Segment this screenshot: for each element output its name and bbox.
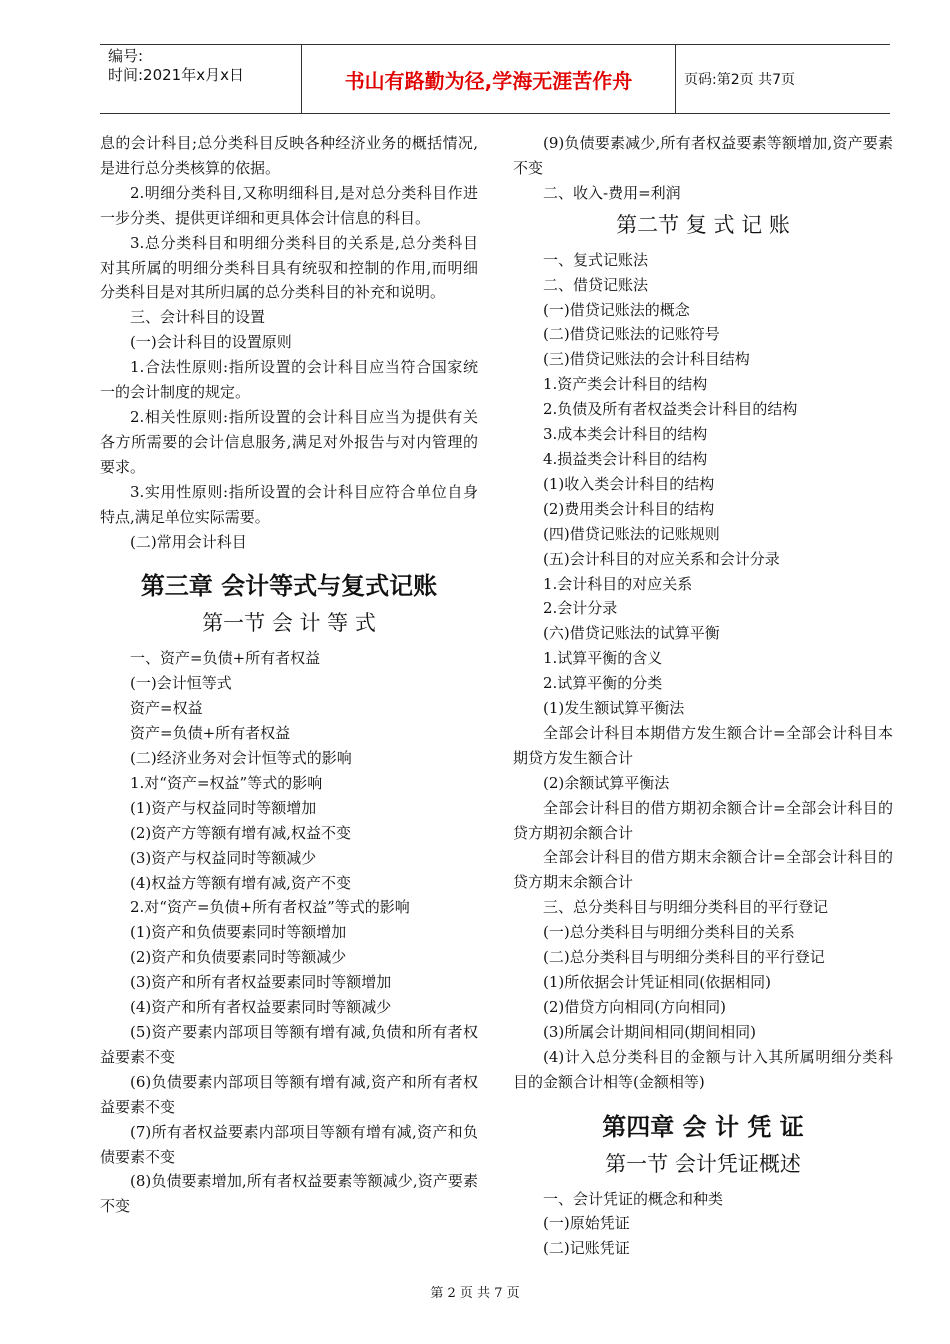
subheading: (一)会计恒等式 [130,674,232,693]
subheading: (二)记账凭证 [543,1239,630,1258]
list-item: (2)借贷方向相同(方向相同) [543,997,726,1016]
right-column [513,131,893,1261]
header-meta [100,45,302,113]
page-header [100,44,890,114]
list-item: (4)资产和所有者权益要素同时等额减少 [130,998,392,1017]
page-footer: 第 2 页 共 7 页 [430,1286,520,1301]
list-item: 2.会计分录 [543,599,618,618]
list-item: (2)资产和负债要素同时等额减少 [130,948,347,967]
list-item: 1.试算平衡的含义 [543,649,663,668]
formula: 全部会计科目的借方期初余额合计=全部会计科目的贷方期初余额合计 [513,798,893,842]
list-item: (2)费用类会计科目的结构 [543,499,715,518]
heading: 三、会计科目的设置 [130,308,266,327]
list-item: (1)所依据会计凭证相同(依据相同) [543,973,771,991]
header-page-number: 页码:第2页 共7页 [684,72,795,88]
paragraph: 2.明细分类科目,又称明细科目,是对总分类科目作进一步分类、提供更详细和更具体会计信息的科目。 [100,183,478,227]
heading: 二、收入-费用=利润 [543,183,681,202]
list-item: 4.损益类会计科目的结构 [543,449,708,468]
heading: 三、总分类科目与明细分类科目的平行登记 [543,898,829,917]
subheading: (一)总分类科目与明细分类科目的关系 [543,923,795,942]
subheading: (三)借贷记账法的会计科目结构 [543,350,750,369]
paragraph: 1.合法性原则:指所设置的会计科目应当符合国家统一的会计制度的规定。 [100,358,478,402]
paragraph: 息的会计科目;总分类科目反映各种经济业务的概括情况,是进行总分类核算的依据。 [100,134,478,177]
list-item: (1)发生额试算平衡法 [543,699,685,718]
heading: 二、借贷记账法 [543,275,649,294]
list-item: (2)余额试算平衡法 [543,773,670,792]
paragraph: 3.总分类科目和明细分类科目的关系是,总分类科目对其所属的明细分类科目具有统驭和控制的作用,而明细分类科目是对其所归属的总分类科目的补充和说明。 [100,233,478,302]
paragraph: 3.实用性原则:指所设置的会计科目应符合单位自身特点,满足单位实际需要。 [100,482,478,526]
formula: 资产=负债+所有者权益 [130,724,291,743]
subheading: (一)会计科目的设置原则 [130,333,292,352]
document-time: 时间:2021年x月x日 [108,66,244,84]
list-item: (1)收入类会计科目的结构 [543,474,715,493]
header-motto: 书山有路勤为径,学海无涯苦作舟 [302,45,676,113]
subheading: (一)借贷记账法的概念 [543,300,690,319]
list-item: (3)资产与权益同时等额减少 [130,848,317,867]
document-number: 编号: [108,47,144,65]
subheading: (一)原始凭证 [543,1214,630,1233]
list-item: 1.会计科目的对应关系 [543,574,693,593]
list-item: (7)所有者权益要素内部项目等额有增有减,资产和负债要素不变 [100,1122,478,1166]
list-item: (1)资产与权益同时等额增加 [130,798,317,817]
subheading: (六)借贷记账法的试算平衡 [543,624,720,643]
chapter-title: 第三章 会计等式与复式记账 [140,572,438,601]
heading: 一、复式记账法 [543,250,649,269]
subheading: (二)常用会计科目 [130,532,247,551]
subheading: (五)会计科目的对应关系和会计分录 [543,549,780,568]
section-title: 第一节 会 计 等 式 [202,611,376,636]
paragraph: 2.相关性原则:指所设置的会计科目应当为提供有关各方所需要的会计信息服务,满足对外报告与对内管理的要求。 [100,407,478,476]
list-item: (2)资产方等额有增有减,权益不变 [130,823,352,842]
section-title: 第一节 会计凭证概述 [605,1151,801,1176]
list-item: 2.对“资产=负债+所有者权益”等式的影响 [130,898,410,917]
list-item: 2.试算平衡的分类 [543,674,663,693]
list-item: 3.成本类会计科目的结构 [543,425,708,444]
heading: 一、会计凭证的概念和种类 [543,1189,724,1208]
list-item: (5)资产要素内部项目等额有增有减,负债和所有者权益要素不变 [100,1023,478,1066]
subheading: (二)借贷记账法的记账符号 [543,325,720,344]
list-item: 1.对“资产=权益”等式的影响 [130,773,323,792]
list-item: 1.资产类会计科目的结构 [543,375,708,394]
left-column [100,131,478,1219]
section-title: 第二节 复 式 记 账 [616,212,790,237]
formula: 资产=权益 [130,699,203,718]
subheading: (二)总分类科目与明细分类科目的平行登记 [543,948,825,967]
list-item: (1)资产和负债要素同时等额增加 [130,923,347,942]
list-item: (3)资产和所有者权益要素同时等额增加 [130,973,392,992]
list-item: (4)权益方等额有增有减,资产不变 [130,873,352,892]
list-item: (9)负债要素减少,所有者权益要素等额增加,资产要素不变 [513,134,893,177]
heading: 一、资产=负债+所有者权益 [130,649,321,668]
list-item: (6)负债要素内部项目等额有增有减,资产和所有者权益要素不变 [100,1072,478,1116]
subheading: (二)经济业务对会计恒等式的影响 [130,749,352,768]
subheading: (四)借贷记账法的记账规则 [543,524,720,543]
chapter-title: 第四章 会 计 凭 证 [602,1112,804,1141]
list-item: (8)负债要素增加,所有者权益要素等额减少,资产要素不变 [100,1172,478,1216]
list-item: (4)计入总分类科目的金额与计入其所属明细分类科目的金额合计相等(金额相等) [513,1047,893,1091]
formula: 全部会计科目的借方期末余额合计=全部会计科目的贷方期末余额合计 [513,848,893,892]
list-item: (3)所属会计期间相同(期间相同) [543,1022,756,1041]
list-item: 2.负债及所有者权益类会计科目的结构 [543,400,798,419]
formula: 全部会计科目本期借方发生额合计=全部会计科目本期贷方发生额合计 [513,723,893,767]
